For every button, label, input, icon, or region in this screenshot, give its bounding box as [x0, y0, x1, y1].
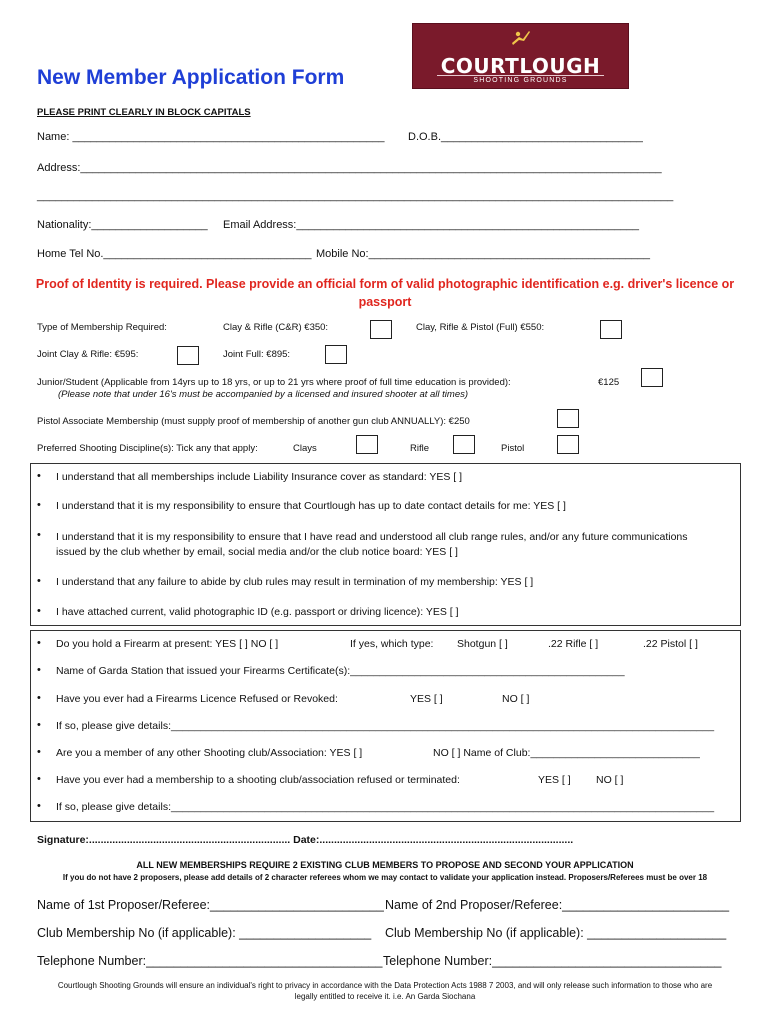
proposers-note: If you do not have 2 proposers, please add details of 2 character referees whom we may contact to validate your application instead. Proposers/Referees must be over 18	[62, 873, 708, 882]
print-instruction: PLEASE PRINT CLEARLY IN BLOCK CAPITALS	[37, 107, 251, 118]
discipline-label: Preferred Shooting Discipline(s): Tick any that apply:	[37, 443, 258, 454]
proposer2-tel-field[interactable]: Telephone Number:_________________________________	[383, 954, 722, 968]
privacy-footer: Courtlough Shooting Grounds will ensure an individual's right to privacy in accordance with the Data Protection Acts 1988 7 2003, and will only release such information to those who are legally entitled to receive it. i.e. An Garda Siochana	[57, 981, 713, 1001]
refused-no-option[interactable]: NO [ ]	[502, 693, 530, 705]
clay-rifle-pistol-label: Clay, Rifle & Pistol (Full) €550:	[416, 322, 545, 333]
proposer2-club-field[interactable]: Club Membership No (if applicable): ____________________	[385, 926, 727, 940]
clays-label: Clays	[293, 443, 317, 454]
proposer1-club-field[interactable]: Club Membership No (if applicable): ___________________	[37, 926, 372, 940]
junior-price: €125	[598, 377, 620, 388]
joint-clay-rifle-label: Joint Clay & Rifle: €595:	[37, 349, 139, 360]
clay-rifle-pistol-checkbox[interactable]	[600, 320, 622, 339]
shooter-icon	[509, 27, 533, 51]
mobile-field[interactable]: Mobile No:______________________________________________	[316, 248, 650, 260]
logo-tagline: SHOOTING GROUNDS	[437, 75, 604, 84]
email-field[interactable]: Email Address:________________________________________________________	[223, 219, 639, 231]
junior-label: Junior/Student (Applicable from 14yrs up to 18 yrs, or up to 21 yrs where proof of full time education is provided):	[37, 377, 511, 388]
pistol22-option[interactable]: .22 Pistol [ ]	[643, 638, 698, 650]
proposer1-tel-field[interactable]: Telephone Number:__________________________________	[37, 954, 383, 968]
proposer1-name-field[interactable]: Name of 1st Proposer/Referee:_________________________	[37, 898, 384, 912]
pistol-checkbox[interactable]	[557, 435, 579, 454]
pistol-label: Pistol	[501, 443, 525, 454]
pistol-associate-label: Pistol Associate Membership (must supply proof of membership of another gun club ANNUALLY): €250	[37, 416, 470, 427]
home-tel-field[interactable]: Home Tel No.__________________________________	[37, 248, 312, 260]
membership-refused-no-option[interactable]: NO [ ]	[596, 774, 624, 786]
address-field-line2[interactable]: ________________________________________________________________________________________________________	[37, 190, 674, 202]
clays-checkbox[interactable]	[356, 435, 378, 454]
nationality-field[interactable]: Nationality:___________________	[37, 219, 208, 231]
proof-of-identity-notice: Proof of Identity is required. Please provide an official form of valid photographic identification e.g. driver's licence or passport	[35, 277, 735, 309]
rifle22-option[interactable]: .22 Rifle [ ]	[548, 638, 599, 650]
junior-note: (Please note that under 16's must be accompanied by a licensed and insured shooter at all times)	[58, 389, 469, 400]
pistol-associate-checkbox[interactable]	[557, 409, 579, 428]
courtlough-logo	[412, 23, 629, 89]
signature-date-field[interactable]: Signature:..................................................................... Date:.......................................................................................	[37, 834, 574, 846]
form-title: New Member Application Form	[37, 66, 345, 89]
proposers-heading: ALL NEW MEMBERSHIPS REQUIRE 2 EXISTING CLUB MEMBERS TO PROPOSE AND SECOND YOUR APPLICATION	[136, 860, 634, 870]
other-club-no-field[interactable]: NO [ ] Name of Club:_____________________________	[433, 747, 700, 759]
joint-clay-rifle-checkbox[interactable]	[177, 346, 199, 365]
name-field[interactable]: Name: ___________________________________________________	[37, 131, 385, 143]
membership-refused-yes-option[interactable]: YES [ ]	[538, 774, 571, 786]
shotgun-option[interactable]: Shotgun [ ]	[457, 638, 508, 650]
logo-wordmark: COURTLOUGH	[440, 54, 601, 78]
joint-full-label: Joint Full: €895:	[223, 349, 291, 360]
clay-rifle-label: Clay & Rifle (C&R) €350:	[223, 322, 329, 333]
rifle-label: Rifle	[410, 443, 430, 454]
membership-type-label: Type of Membership Required:	[37, 322, 167, 333]
firearm-type-label: If yes, which type:	[350, 638, 434, 650]
dob-field[interactable]: D.O.B._________________________________	[408, 131, 643, 143]
proposer2-name-field[interactable]: Name of 2nd Proposer/Referee:________________________	[385, 898, 730, 912]
junior-checkbox[interactable]	[641, 368, 663, 387]
joint-full-checkbox[interactable]	[325, 345, 347, 364]
address-field-line1[interactable]: Address:_______________________________________________________________________________________________	[37, 162, 662, 174]
rifle-checkbox[interactable]	[453, 435, 475, 454]
refused-yes-option[interactable]: YES [ ]	[410, 693, 443, 705]
clay-rifle-checkbox[interactable]	[370, 320, 392, 339]
